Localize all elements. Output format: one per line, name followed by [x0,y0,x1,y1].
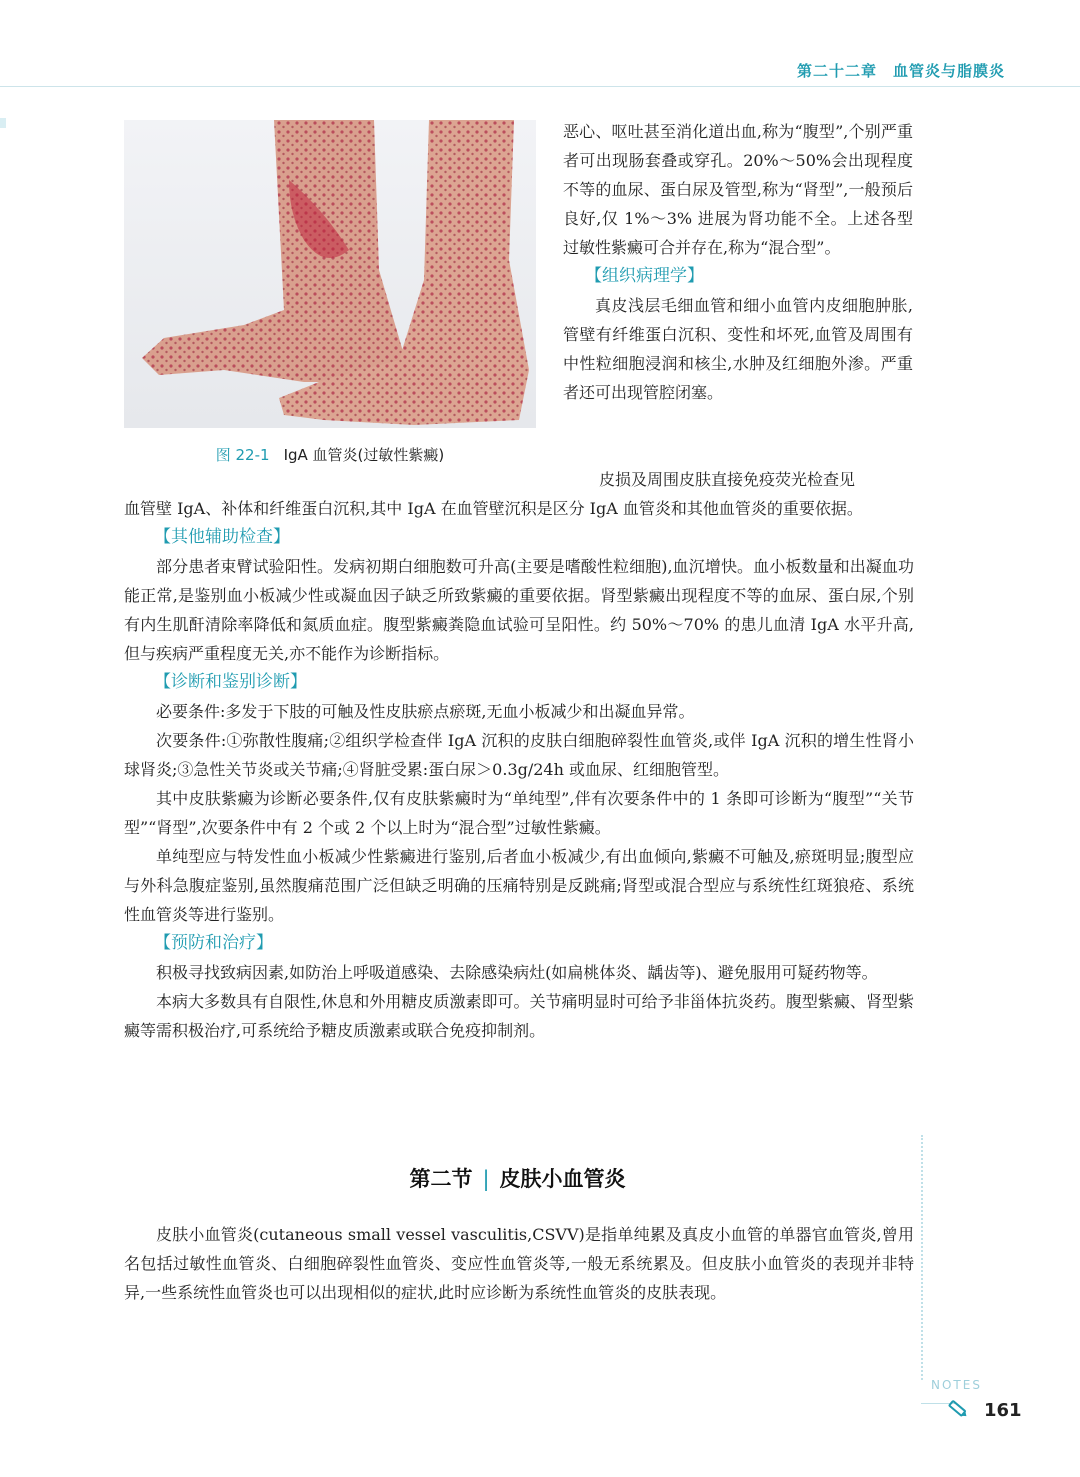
paragraph: 其中皮肤紫癜为诊断必要条件,仅有皮肤紫癜时为“单纯型”,伴有次要条件中的 1 条即可诊断为“腹型”“关节型”“肾型”,次要条件中有 2 个或 2 个以上时为“混合型”过敏性紫癜。 [124,789,914,837]
main-body-text [124,465,914,1045]
figure-caption-text: IgA 血管炎(过敏性紫癜) [283,446,445,464]
figure-caption [124,444,536,465]
notes-label: NOTES [931,1378,982,1392]
paragraph-fragment: 皮损及周围皮肤直接免疫荧光检查见 [599,470,856,489]
header-divider [0,86,1080,87]
paragraph: 次要条件:①弥散性腹痛;②组织学检查伴 IgA 沉积的皮肤白细胞碎裂性血管炎,或伴 IgA 沉积的增生性肾小球肾炎;③急性关节炎或关节痛;④肾脏受累:蛋白尿＞0.3g/24h 或血尿、红细胞管型。 [124,731,914,779]
notes-margin-rule [921,1135,923,1380]
section-number: 第二节 [409,1167,473,1191]
right-column-text [563,117,913,407]
section-title [0,1163,1035,1193]
paragraph: 部分患者束臂试验阳性。发病初期白细胞数可升高(主要是嗜酸性粒细胞),血沉增快。血小板数量和出凝血功能正常,是鉴别血小板减少性或凝血因子缺乏所致紫癜的重要依据。肾型紫癜出现程度不等的血尿、蛋白尿,个别有内生肌酐清除率降低和氮质血症。腹型紫癜粪隐血试验可呈阳性。约 50%～70% 的患儿血清 IgA 水平升高,但与疾病严重程度无关,亦不能作为诊断指标。 [124,557,914,663]
section-heading-prevention: 【预防和治疗】 [154,933,273,953]
figure-number: 图 22-1 [215,446,270,464]
paragraph: 血管壁 IgA、补体和纤维蛋白沉积,其中 IgA 在血管壁沉积是区分 IgA 血管炎和其他血管炎的重要依据。 [124,499,863,518]
paragraph: 积极寻找致病因素,如防治上呼吸道感染、去除感染病灶(如扁桃体炎、龋齿等)、避免服用可疑药物等。 [156,963,878,982]
pencil-icon [946,1398,970,1420]
paragraph: 真皮浅层毛细血管和细小血管内皮细胞肿胀,管壁有纤维蛋白沉积、变性和坏死,血管及周围有中性粒细胞浸润和核尘,水肿及红细胞外渗。严重者还可出现管腔闭塞。 [563,296,913,402]
figure-photo-purpura-legs [124,120,536,428]
edge-tab-marker [0,118,6,128]
section2-body [124,1220,914,1307]
paragraph: 必要条件:多发于下肢的可触及性皮肤瘀点瘀斑,无血小板减少和出凝血异常。 [156,702,695,721]
paragraph: 恶心、呕吐甚至消化道出血,称为“腹型”,个别严重者可出现肠套叠或穿孔。20%～50%会出现程度不等的血尿、蛋白尿及管型,称为“肾型”,一般预后良好,仅 1%～3% 进展为肾功能不全。上述各型过敏性紫癜可合并存在,称为“混合型”。 [563,122,913,257]
section-name: 皮肤小血管炎 [499,1167,626,1191]
section-heading-diagnosis: 【诊断和鉴别诊断】 [154,672,307,692]
section-divider: | [482,1167,490,1191]
chapter-header: 第二十二章 血管炎与脂膜炎 [796,62,1005,80]
paragraph: 本病大多数具有自限性,休息和外用糖皮质激素即可。关节痛明显时可给予非甾体抗炎药。腹型紫癜、肾型紫癜等需积极治疗,可系统给予糖皮质激素或联合免疫抑制剂。 [124,992,914,1040]
paragraph: 单纯型应与特发性血小板减少性紫癜进行鉴别,后者血小板减少,有出血倾向,紫癜不可触及,瘀斑明显;腹型应与外科急腹症鉴别,虽然腹痛范围广泛但缺乏明确的压痛特别是反跳痛;肾型或混合型应与系统性红斑狼疮、系统性血管炎等进行鉴别。 [124,847,914,924]
paragraph: 皮肤小血管炎(cutaneous small vessel vasculitis,CSVV)是指单纯累及真皮小血管的单器官血管炎,曾用名包括过敏性血管炎、白细胞碎裂性血管炎、变应性血管炎等,一般无系统累及。但皮肤小血管炎的表现并非特异,一些系统性血管炎也可以出现相似的症状,此时应诊断为系统性血管炎的皮肤表现。 [124,1225,914,1302]
page-number: 161 [984,1400,1022,1421]
section-heading-other-tests: 【其他辅助检查】 [154,527,290,547]
section-heading-histopathology: 【组织病理学】 [585,266,704,286]
